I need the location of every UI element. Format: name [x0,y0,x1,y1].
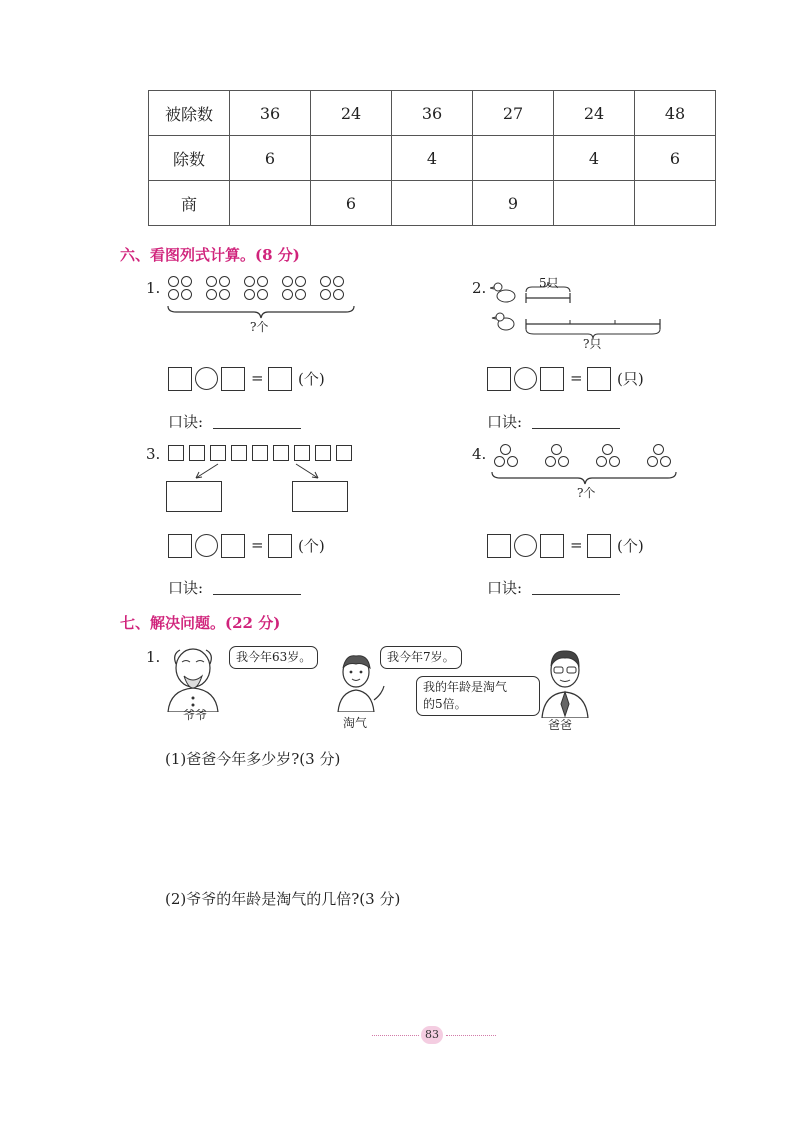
problem4-caption: ?个 [577,486,596,500]
problem2-bottom-label: ?只 [583,337,602,351]
answer-box[interactable] [168,534,192,558]
answer-box[interactable] [168,367,192,391]
koujue-label: 口诀: [168,413,204,431]
problem2-diagram [490,276,670,346]
answer-box[interactable] [268,534,292,558]
problem1-caption: ?个 [250,320,269,334]
footer-divider-right [446,1035,496,1036]
table-cell: 9 [473,181,554,226]
equals-sign: = [570,369,583,387]
equals-sign: = [251,369,264,387]
section6-title: 六、看图列式计算。(8 分) [120,246,300,264]
table-cell[interactable] [635,181,716,226]
table-cell: 6 [230,136,311,181]
table-cell: 6 [635,136,716,181]
problem3-number: 3. [146,445,161,463]
footer-divider-left [372,1035,419,1036]
table-row-label: 被除数 [149,91,230,136]
dad-name: 爸爸 [548,718,573,732]
grandpa-speech-bubble: 我今年63岁。 [229,646,318,669]
answer-area-1[interactable] [165,775,725,875]
table-cell[interactable] [230,181,311,226]
dad-icon [538,642,592,718]
grandpa-icon [162,642,224,712]
problem2-number: 2. [472,279,487,297]
table-cell[interactable] [392,181,473,226]
grandpa-name: 爷爷 [183,708,208,722]
table-row-label: 除数 [149,136,230,181]
dad-speech-bubble [416,676,540,716]
operator-circle[interactable] [514,534,537,557]
operator-circle[interactable] [195,367,218,390]
operator-circle[interactable] [514,367,537,390]
answer-box[interactable] [540,534,564,558]
answer-box[interactable] [587,367,611,391]
table-row [149,136,716,181]
kid-icon [330,650,386,712]
table-cell: 36 [230,91,311,136]
table-cell: 4 [554,136,635,181]
koujue-label: 口诀: [487,413,523,431]
answer-box[interactable] [268,367,292,391]
table-cell: 24 [554,91,635,136]
division-table [148,90,716,226]
kid-name: 淘气 [343,716,368,730]
equals-sign: = [251,536,264,554]
koujue-label: 口诀: [168,579,204,597]
equals-sign: = [570,536,583,554]
table-cell[interactable] [473,136,554,181]
answer-box[interactable] [221,534,245,558]
table-row [149,181,716,226]
table-cell: 48 [635,91,716,136]
answer-box-large[interactable] [292,481,348,512]
question-2: (2)爷爷的年龄是淘气的几倍?(3 分) [165,890,401,908]
unit-label: (个) [298,537,325,555]
operator-circle[interactable] [195,534,218,557]
answer-box[interactable] [587,534,611,558]
problem4-number: 4. [472,445,487,463]
answer-box[interactable] [487,367,511,391]
unit-label: (个) [298,370,325,388]
koujue-label: 口诀: [487,579,523,597]
unit-label: (个) [617,537,644,555]
table-cell: 27 [473,91,554,136]
answer-box[interactable] [487,534,511,558]
section7-title: 七、解决问题。(22 分) [120,614,281,632]
chick-icon [492,313,514,330]
koujue-answer-line[interactable] [532,594,620,595]
answer-box-large[interactable] [166,481,222,512]
problem2-top-label: 5只 [539,276,559,290]
answer-area-2[interactable] [165,915,725,1015]
question-1: (1)爸爸今年多少岁?(3 分) [165,750,341,768]
koujue-answer-line[interactable] [213,428,301,429]
table-cell: 4 [392,136,473,181]
answer-box[interactable] [221,367,245,391]
problem7-1-number: 1. [146,648,161,666]
kid-speech-bubble: 我今年7岁。 [380,646,462,669]
koujue-answer-line[interactable] [213,594,301,595]
page-number: 83 [421,1026,443,1044]
table-row-label: 商 [149,181,230,226]
answer-box[interactable] [540,367,564,391]
duck-icon [490,283,515,302]
unit-label: (只) [617,370,644,388]
dad-bubble-line-2: 的5倍。 [423,697,467,711]
dad-bubble-line-1: 我的年龄是淘气 [423,680,508,694]
table-cell[interactable] [554,181,635,226]
table-cell[interactable] [311,136,392,181]
koujue-answer-line[interactable] [532,428,620,429]
table-cell: 6 [311,181,392,226]
table-row [149,91,716,136]
table-cell: 36 [392,91,473,136]
problem1-number: 1. [146,279,161,297]
table-cell: 24 [311,91,392,136]
